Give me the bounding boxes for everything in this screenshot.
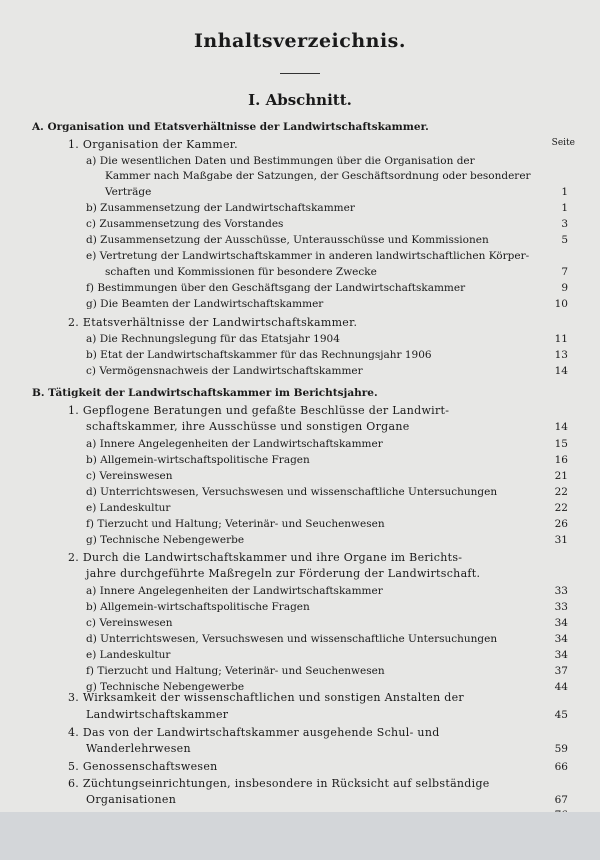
toc-entry-text: d) Unterrichtswesen, Versuchswesen und wissenschaftliche Untersuchungen: [86, 633, 498, 645]
toc-entry-text: g) Technische Nebengewerbe: [86, 681, 245, 693]
toc-entry-text: 3. Wirksamkeit der wissenschaftlichen und sonstigen Anstalten der: [68, 691, 464, 704]
toc-page-number: 21: [554, 470, 568, 482]
toc-page-number: 34: [554, 649, 568, 661]
toc-page-number: 14: [554, 365, 568, 377]
toc-page-number: 45: [554, 709, 568, 721]
toc-page-number: 13: [554, 349, 568, 361]
toc-entry-text: g) Die Beamten der Landwirtschaftskammer: [86, 298, 324, 310]
toc-entry-text: 4. Das von der Landwirtschaftskammer ausgehende Schul- und: [68, 726, 440, 739]
toc-page-number: 22: [554, 502, 568, 514]
toc-page-number: 67: [554, 794, 568, 806]
toc-entry-text: a) Die wesentlichen Daten und Bestimmungen über die Organisation der: [86, 155, 475, 167]
toc-entry-text: 2. Durch die Landwirtschaftskammer und ihre Organe im Berichts-: [68, 551, 463, 564]
toc-page-number: 34: [554, 617, 568, 629]
page-title: Inhaltsverzeichnis.: [194, 30, 406, 52]
toc-page-number: 33: [554, 585, 568, 597]
toc-entry-text: f) Tierzucht und Haltung; Veterinär- und Seuchenwesen: [86, 665, 385, 677]
section-heading: I. Abschnitt.: [248, 91, 352, 109]
toc-page-number: 26: [554, 518, 568, 530]
toc-page-number: 16: [554, 454, 568, 466]
toc-page-number: 66: [554, 761, 568, 773]
toc-entry-text: e) Vertretung der Landwirtschaftskammer in anderen landwirtschaftlichen Körper-: [86, 250, 530, 262]
title-divider: [280, 73, 320, 74]
toc-entry-text: b) Zusammensetzung der Landwirtschaftskammer: [86, 202, 355, 214]
toc-page-number: 11: [554, 333, 568, 345]
page-column-label: Seite: [551, 138, 575, 148]
toc-entry-text: e) Landeskultur: [86, 649, 171, 661]
toc-entry-text: c) Vereinswesen: [86, 470, 173, 482]
toc-entry-text: d) Zusammensetzung der Ausschüsse, Unterausschüsse und Kommissionen: [86, 234, 489, 246]
toc-entry-text: 1. Gepflogene Beratungen und gefaßte Beschlüsse der Landwirt-: [68, 404, 450, 417]
toc-page-number: 33: [554, 601, 568, 613]
toc-entry-text: jahre durchgeführte Maßregeln zur Förderung der Landwirtschaft.: [86, 567, 481, 580]
toc-entry-text: c) Vereinswesen: [86, 617, 173, 629]
toc-entry-text: e) Landeskultur: [86, 502, 171, 514]
toc-entry-text: Wanderlehrwesen: [86, 742, 191, 755]
toc-page-number: 7: [561, 266, 568, 278]
toc-entry-text: c) Zusammensetzung des Vorstandes: [86, 218, 284, 230]
toc-entry-text: a) Innere Angelegenheiten der Landwirtschaftskammer: [86, 438, 383, 450]
toc-entry-text: B. Tätigkeit der Landwirtschaftskammer im Berichtsjahre.: [32, 387, 378, 399]
toc-entry-text: A. Organisation und Etatsverhältnisse der Landwirtschaftskammer.: [32, 121, 429, 133]
toc-entry-text: b) Etat der Landwirtschaftskammer für das Rechnungsjahr 1906: [86, 349, 432, 361]
toc-entry-text: schaften und Kommissionen für besondere Zwecke: [105, 266, 377, 278]
toc-entry-text: Kammer nach Maßgabe der Satzungen, der Geschäftsordnung oder besonderer: [105, 170, 531, 182]
toc-entry-text: Organisationen: [86, 793, 177, 806]
toc-entry-text: schaftskammer, ihre Ausschüsse und sonstigen Organe: [86, 420, 410, 433]
toc-entry-text: g) Technische Nebengewerbe: [86, 534, 245, 546]
toc-page-number: 31: [554, 534, 568, 546]
toc-entry-text: a) Die Rechnungslegung für das Etatsjahr 1904: [86, 333, 340, 345]
toc-entry-text: c) Vermögensnachweis der Landwirtschaftskammer: [86, 365, 363, 377]
toc-entry-text: a) Innere Angelegenheiten der Landwirtschaftskammer: [86, 585, 383, 597]
toc-page-number: 15: [554, 438, 568, 450]
toc-entry-text: Verträge: [105, 186, 152, 198]
toc-entry-text: b) Allgemein-wirtschaftspolitische Fragen: [86, 601, 310, 613]
toc-entry-text: Landwirtschaftskammer: [86, 708, 229, 721]
toc-page-number: 44: [554, 681, 568, 693]
toc-entry-text: 2. Etatsverhältnisse der Landwirtschaftskammer.: [68, 316, 358, 329]
toc-entry-text: b) Allgemein-wirtschaftspolitische Fragen: [86, 454, 310, 466]
scan-margin: [0, 812, 600, 860]
toc-page-number: 34: [554, 633, 568, 645]
toc-entry-text: d) Unterrichtswesen, Versuchswesen und wissenschaftliche Untersuchungen: [86, 486, 498, 498]
toc-page-number: 59: [554, 743, 568, 755]
toc-page-number: 1: [561, 186, 568, 198]
toc-page-number: 3: [561, 218, 568, 230]
toc-entry-text: f) Bestimmungen über den Geschäftsgang der Landwirtschaftskammer: [86, 282, 466, 294]
toc-page-number: 22: [554, 486, 568, 498]
toc-entry-text: f) Tierzucht und Haltung; Veterinär- und Seuchenwesen: [86, 518, 385, 530]
toc-page-number: 10: [554, 298, 568, 310]
toc-entry-text: 1. Organisation der Kammer.: [68, 138, 238, 151]
toc-page-number: 9: [561, 282, 568, 294]
toc-page-number: 14: [554, 421, 568, 433]
toc-entry-text: 5. Genossenschaftswesen: [68, 760, 218, 773]
toc-page-number: 37: [554, 665, 568, 677]
toc-page-number: 1: [561, 202, 568, 214]
toc-entry-text: 6. Züchtungseinrichtungen, insbesondere in Rücksicht auf selbständige: [68, 777, 490, 790]
toc-page-number: 5: [561, 234, 568, 246]
